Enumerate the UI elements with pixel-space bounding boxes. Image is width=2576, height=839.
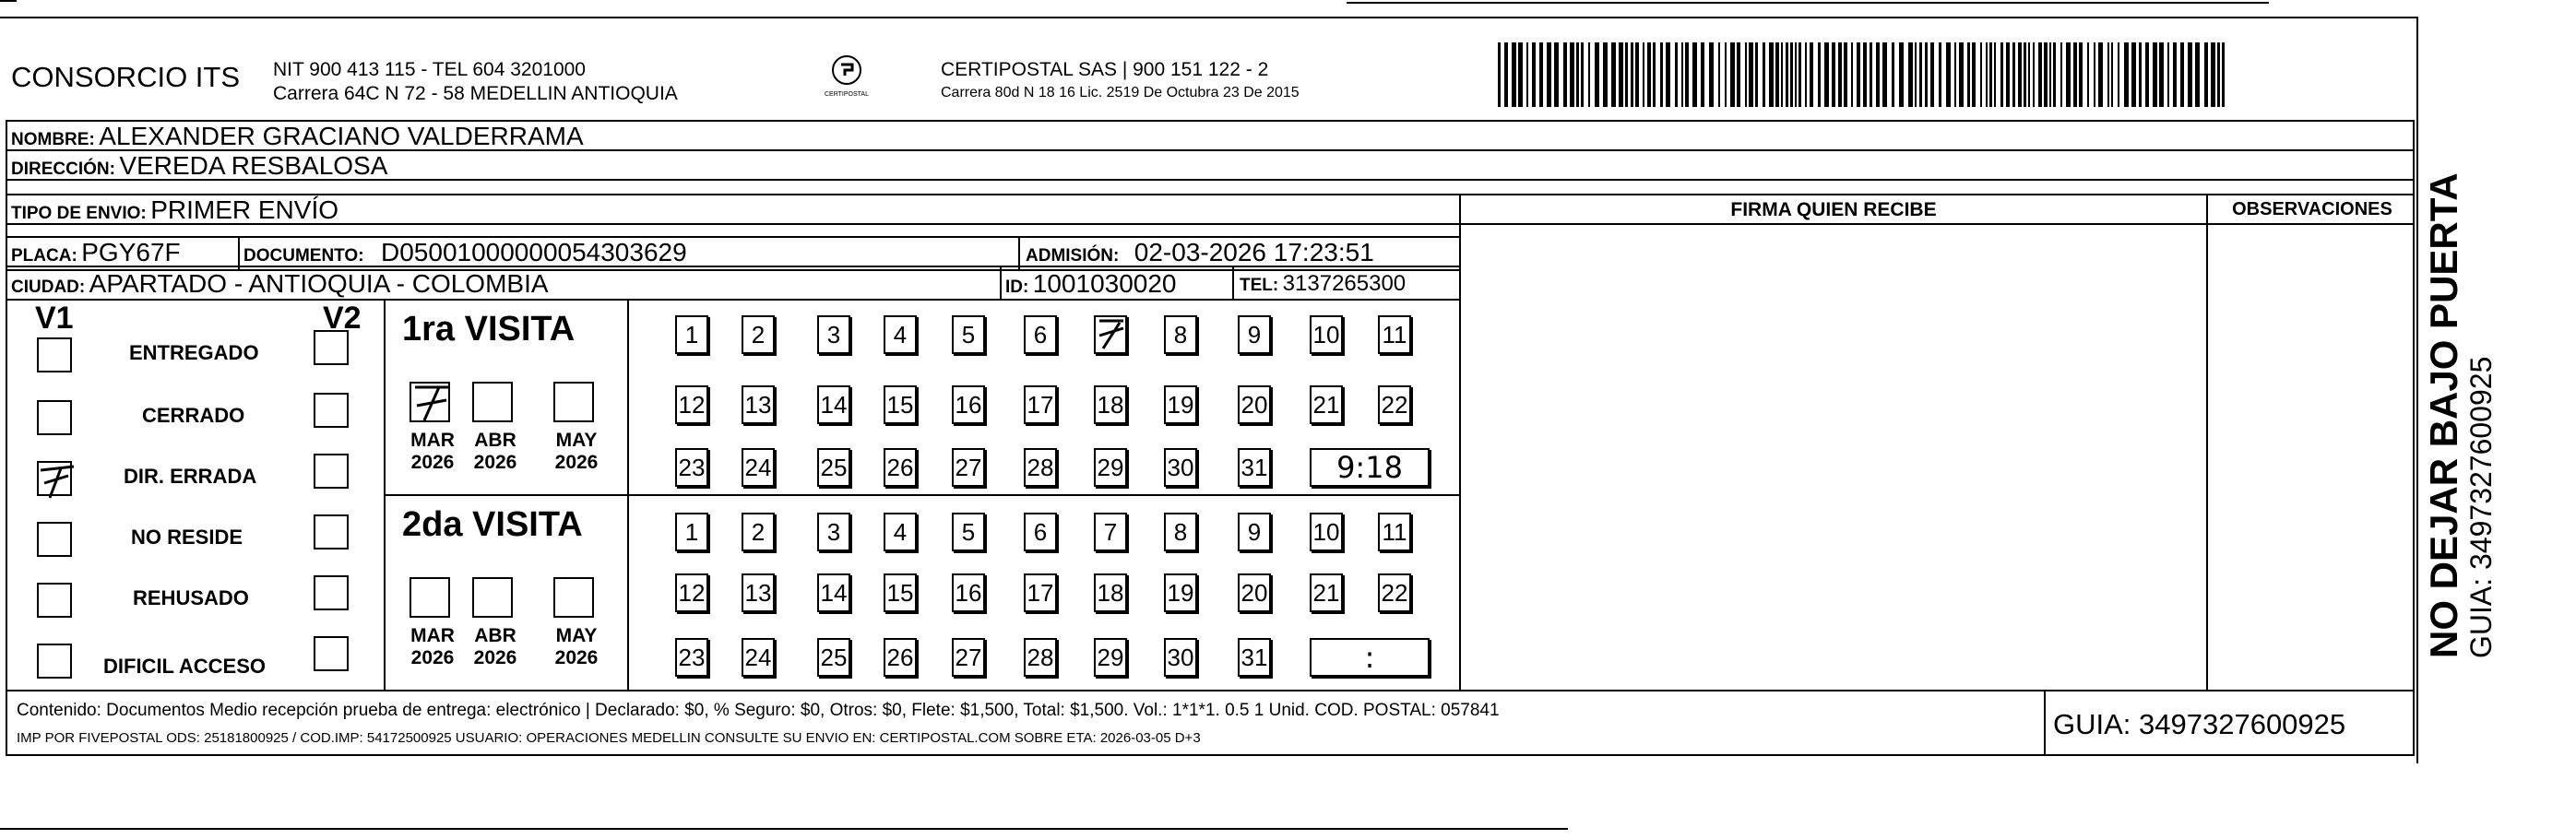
barcode-bar (1844, 42, 1847, 107)
barcode-bar (1718, 42, 1720, 107)
barcode-bar (1685, 42, 1689, 107)
second-month-label (546, 625, 607, 669)
barcode-bar (1781, 42, 1783, 107)
status-label: NO RESIDE (131, 526, 243, 549)
side-warning: NO DEJAR BAJO PUERTA (2422, 172, 2465, 658)
second-day-box: 20 (1238, 573, 1271, 612)
certipostal-address: Carrera 80d N 18 16 Lic. 2519 De Octubra 23 De 2015 (941, 85, 1300, 100)
v1-checkbox (37, 644, 72, 679)
direccion-row (11, 151, 387, 181)
barcode-bar (2111, 42, 2113, 107)
admision-label: ADMISIÓN: (1026, 246, 1120, 266)
second-day-box: 9 (1238, 513, 1271, 551)
barcode-bar (1603, 42, 1608, 107)
footer-guia: GUIA: 3497327600925 (2053, 708, 2346, 740)
barcode-bar (2173, 42, 2177, 107)
barcode-bar (1939, 42, 1941, 107)
barcode-bar (1882, 42, 1887, 107)
tipo-row (11, 195, 338, 225)
documento-label: DOCUMENTO: (243, 246, 364, 266)
second-day-box: 2 (742, 513, 775, 551)
ciudad-row (11, 269, 549, 299)
barcode-bar (1526, 42, 1528, 107)
barcode-bar (1790, 42, 1793, 107)
v2-checkbox (314, 514, 349, 549)
top-border (0, 17, 2418, 18)
barcode-bar (2167, 42, 2169, 107)
barcode-bar (1899, 42, 1904, 107)
barcode-bar (2211, 42, 2215, 107)
barcode-bar (1919, 42, 1922, 107)
barcode-bar (2222, 42, 2225, 107)
barcode-bar (1870, 42, 1872, 107)
id-divider (1000, 267, 1002, 299)
v1-checkbox (37, 400, 72, 435)
second-day-box: 11 (1378, 513, 1411, 551)
barcode-bar (2131, 42, 2136, 107)
barcode-bar (1775, 42, 1779, 107)
barcode-bar (1675, 42, 1678, 107)
tipo-value: PRIMER ENVÍO (150, 195, 339, 224)
month-year: 2026 (473, 647, 517, 668)
barcode-bar (1818, 42, 1821, 107)
second-day-box: 14 (817, 573, 850, 612)
first-day-box: 12 (675, 385, 708, 424)
first-month-box (472, 382, 513, 422)
right-border (2416, 17, 2418, 763)
status-label: ENTREGADO (129, 341, 259, 364)
first-day-box: 27 (952, 448, 985, 487)
certipostal-logo-icon (828, 53, 865, 87)
company-address: Carrera 64C N 72 - 58 MEDELLIN ANTIOQUIA (273, 83, 678, 104)
scan-edge-left (0, 0, 17, 2)
second-day-box: 28 (1024, 638, 1057, 677)
barcode-bar (1805, 42, 1807, 107)
barcode-bar (1681, 42, 1683, 107)
barcode-bar (2180, 42, 2184, 107)
barcode-bar (1635, 42, 1639, 107)
v2-header: V2 (323, 301, 362, 336)
placa-label: PLACA: (11, 246, 77, 266)
barcode-bar (1588, 42, 1590, 107)
barcode-bar (1660, 42, 1663, 107)
firma-divider (1459, 194, 1461, 691)
barcode-bar (2139, 42, 2142, 107)
barcode-bar (1994, 42, 1996, 107)
barcode-bar (1857, 42, 1860, 107)
second-visit-title: 2da VISITA (402, 505, 583, 544)
v2-checkbox (314, 454, 349, 489)
month-name: ABR (474, 430, 516, 451)
side-text (2424, 172, 2498, 658)
contenido-text: Contenido: Documentos Medio recepción prueba de entrega: electrónico | Declarado: $0, % Seguro: $0, Otros: $0, Flete: $1,500, Total: $1,500. Vol.: 1*1*1. 0.5 1 Unid. COD. POSTAL: 057841 (17, 701, 1500, 720)
first-month-label (402, 430, 463, 474)
first-day-box: 5 (952, 315, 985, 354)
first-day-box (1094, 315, 1127, 354)
barcode-bar (2000, 42, 2003, 107)
barcode-bar (1576, 42, 1579, 107)
barcode-bar (1631, 42, 1633, 107)
first-day-box: 29 (1094, 448, 1127, 487)
barcode-bar (1554, 42, 1559, 107)
v1-header: V1 (35, 301, 74, 336)
tel-row (1240, 271, 1406, 297)
second-day-box: 7 (1094, 513, 1127, 551)
barcode-bar (2188, 42, 2192, 107)
month-year: 2026 (554, 647, 599, 668)
second-day-box: 5 (952, 513, 985, 551)
admision-row (1026, 238, 1374, 267)
scan-edge-top (1347, 2, 2269, 4)
v2-checkbox (314, 330, 349, 365)
second-day-box: 19 (1164, 573, 1197, 612)
second-month-box (553, 577, 594, 618)
first-month-box (553, 382, 594, 422)
barcode-bar (1611, 42, 1616, 107)
imp-text: IMP POR FIVEPOSTAL ODS: 25181800925 / COD.IMP: 54172500925 USUARIO: OPERACIONES MEDELLIN CONSULTE SU ENVIO EN: CERTIPOSTAL.COM SOBRE ETA: 2026-03-05 D+3 (17, 730, 1201, 746)
v1-checkmark (37, 461, 79, 504)
barcode-bar (1539, 42, 1543, 107)
v1-checkbox (37, 337, 72, 372)
barcode-bar (1532, 42, 1536, 107)
first-day-box: 26 (884, 448, 917, 487)
barcode-bar (1832, 42, 1835, 107)
barcode-bar (2124, 42, 2129, 107)
barcode-bar (1824, 42, 1829, 107)
tel-value: 3137265300 (1282, 271, 1407, 296)
first-day-box: 23 (675, 448, 708, 487)
first-month-label (546, 430, 607, 474)
first-day-box: 15 (884, 385, 917, 424)
second-day-box: 8 (1164, 513, 1197, 551)
first-day-box: 3 (817, 315, 850, 354)
second-day-box: 12 (675, 573, 708, 612)
barcode-bar (1967, 42, 1970, 107)
documento-row (243, 238, 687, 267)
first-day-box: 30 (1164, 448, 1197, 487)
row-line (6, 223, 2415, 225)
barcode-bar (1763, 42, 1765, 107)
placa-row (11, 238, 181, 267)
barcode-bar (1737, 42, 1740, 107)
visit-divider (384, 494, 1461, 496)
documento-value: D05001000000054303629 (381, 238, 687, 266)
barcode-bar (1581, 42, 1584, 107)
second-day-box: 6 (1024, 513, 1057, 551)
v2-checkbox (314, 575, 349, 610)
second-day-box: 23 (675, 638, 708, 677)
direccion-value: VEREDA RESBALOSA (119, 151, 388, 180)
barcode-bar (2073, 42, 2077, 107)
first-day-box: 9 (1238, 315, 1271, 354)
footer-line (6, 690, 2415, 691)
month-year: 2026 (410, 647, 455, 668)
barcode-bar (1745, 42, 1747, 107)
scan-edge-bottom (0, 828, 1568, 830)
second-day-box: 29 (1094, 638, 1127, 677)
barcode-bar (1972, 42, 1976, 107)
barcode-bar (1769, 42, 1774, 107)
barcode-bar (1798, 42, 1801, 107)
status-label: DIR. ERRADA (124, 465, 257, 488)
placa-divider (238, 238, 240, 269)
direccion-label: DIRECCIÓN: (11, 160, 115, 179)
second-day-box: 26 (884, 638, 917, 677)
second-day-box: 25 (817, 638, 850, 677)
second-day-box: 10 (1310, 513, 1343, 551)
barcode-bar (1647, 42, 1651, 107)
barcode-bar (2033, 42, 2035, 107)
v2-checkbox (314, 393, 349, 428)
v2-checkbox (314, 636, 349, 671)
month-year: 2026 (473, 452, 517, 473)
certipostal-logo (819, 53, 874, 99)
barcode-bar (1930, 42, 1934, 107)
second-day-box: 31 (1238, 638, 1271, 677)
nombre-label: NOMBRE: (11, 130, 95, 149)
barcode-bar (1701, 42, 1704, 107)
nombre-value: ALEXANDER GRACIANO VALDERRAMA (99, 122, 584, 150)
barcode-bar (1595, 42, 1599, 107)
barcode-bar (2053, 42, 2056, 107)
month-name: ABR (474, 625, 516, 646)
barcode-bar (1786, 42, 1788, 107)
barcode-bar (1810, 42, 1813, 107)
barcode-bar (1863, 42, 1867, 107)
obs-divider (2206, 194, 2208, 691)
barcode-bar (1504, 42, 1508, 107)
observaciones-header: OBSERVACIONES (2232, 199, 2392, 219)
v1-checkbox (37, 522, 72, 557)
first-day-box: 21 (1310, 385, 1343, 424)
ciudad-value: APARTADO - ANTIOQUIA - COLOMBIA (89, 269, 549, 298)
row-line (6, 299, 1461, 301)
status-label: CERRADO (142, 404, 245, 427)
barcode-bar (1954, 42, 1956, 107)
barcode-bar (2018, 42, 2022, 107)
barcode-bar (2107, 42, 2109, 107)
barcode-bar (1980, 42, 1982, 107)
barcode-bar (1989, 42, 1992, 107)
first-day-box: 19 (1164, 385, 1197, 424)
barcode-bar (1838, 42, 1842, 107)
guia-divider (2044, 690, 2046, 756)
second-day-box: 21 (1310, 573, 1343, 612)
barcode-bar (2217, 42, 2220, 107)
barcode-bar (2145, 42, 2149, 107)
first-time-box: 9:18 (1310, 448, 1430, 487)
company-name: CONSORCIO ITS (11, 61, 241, 93)
first-day-box: 8 (1164, 315, 1197, 354)
barcode-bar (2118, 42, 2119, 107)
ciudad-label: CIUDAD: (11, 278, 86, 297)
barcode-bar (1908, 42, 1913, 107)
barcode-bar (1619, 42, 1623, 107)
first-day-box: 6 (1024, 315, 1057, 354)
barcode-bar (2079, 42, 2083, 107)
id-label: ID: (1005, 278, 1029, 297)
status-label: DIFICIL ACCESO (103, 655, 267, 678)
certipostal-line: CERTIPOSTAL SAS | 900 151 122 - 2 (941, 59, 1269, 80)
first-day-box: 17 (1024, 385, 1057, 424)
barcode-bar (2060, 42, 2062, 107)
placa-value: PGY67F (81, 238, 181, 266)
barcode-bar (1666, 42, 1670, 107)
tel-label: TEL: (1240, 276, 1279, 295)
first-day-box: 28 (1024, 448, 1057, 487)
status-label: REHUSADO (133, 586, 249, 609)
nombre-row (11, 122, 584, 151)
second-day-box: 16 (952, 573, 985, 612)
second-day-box: 18 (1094, 573, 1127, 612)
barcode-bar (2028, 42, 2030, 107)
first-visit-month-mark (410, 380, 454, 429)
id-value: 1001030020 (1032, 269, 1177, 298)
first-day-box: 31 (1238, 448, 1271, 487)
barcode-bar (2012, 42, 2015, 107)
admision-divider (1018, 238, 1020, 269)
second-month-label (465, 625, 526, 669)
second-day-box: 30 (1164, 638, 1197, 677)
barcode-bar (1653, 42, 1656, 107)
first-day-box: 16 (952, 385, 985, 424)
barcode-bar (2049, 42, 2051, 107)
barcode-bar (1709, 42, 1714, 107)
barcode-bar (2195, 42, 2200, 107)
side-guia: GUIA: 3497327600925 (2464, 356, 2498, 658)
barcode-bar (1692, 42, 1697, 107)
barcode-bar (2153, 42, 2157, 107)
first-day-box: 13 (742, 385, 775, 424)
barcode-bar (1643, 42, 1644, 107)
barcode-bar (2006, 42, 2010, 107)
barcode-bar (1749, 42, 1753, 107)
barcode-bar (2038, 42, 2042, 107)
barcode-bar (1925, 42, 1928, 107)
first-day-box: 25 (817, 448, 850, 487)
barcode-bar (2087, 42, 2089, 107)
row-line (6, 194, 2415, 195)
month-name: MAR (410, 430, 455, 451)
admision-value: 02-03-2026 17:23:51 (1134, 238, 1374, 266)
month-year: 2026 (410, 452, 455, 473)
barcode-bar (2204, 42, 2208, 107)
first-day-box: 18 (1094, 385, 1127, 424)
barcode-bar (1563, 42, 1567, 107)
barcode-bar (1625, 42, 1628, 107)
barcode-bar (1986, 42, 1988, 107)
month-name: MAY (555, 625, 598, 646)
barcode-bar (1755, 42, 1758, 107)
barcode-bar (2094, 42, 2095, 107)
logo-text: CERTIPOSTAL (825, 91, 869, 98)
second-month-box (472, 577, 513, 618)
month-year: 2026 (554, 452, 599, 473)
second-day-box: 17 (1024, 573, 1057, 612)
barcode-bar (1795, 42, 1797, 107)
v1-checkbox (37, 583, 72, 618)
second-time-box: : (1310, 638, 1430, 677)
barcode-bar (2044, 42, 2048, 107)
second-day-box: 13 (742, 573, 775, 612)
first-day-box: 2 (742, 315, 775, 354)
tipo-label: TIPO DE ENVIO: (11, 204, 147, 223)
barcode-bar (1725, 42, 1727, 107)
first-day-box: 24 (742, 448, 775, 487)
first-month-label (465, 430, 526, 474)
tel-divider (1232, 267, 1234, 299)
barcode-bar (1518, 42, 1523, 107)
barcode (1498, 42, 2236, 109)
barcode-bar (1876, 42, 1880, 107)
barcode-bar (1915, 42, 1917, 107)
second-day-box: 15 (884, 573, 917, 612)
first-day-box: 1 (675, 315, 708, 354)
first-visit-title: 1ra VISITA (402, 310, 576, 349)
barcode-bar (1570, 42, 1574, 107)
first-day-box: 20 (1238, 385, 1271, 424)
second-day-box: 24 (742, 638, 775, 677)
barcode-bar (2066, 42, 2071, 107)
barcode-bar (1498, 42, 1501, 107)
id-row (1005, 269, 1177, 299)
firma-header: FIRMA QUIEN RECIBE (1730, 199, 1937, 220)
barcode-bar (2098, 42, 2103, 107)
second-month-box (410, 577, 450, 618)
barcode-bar (1547, 42, 1551, 107)
barcode-bar (1851, 42, 1853, 107)
second-day-box: 3 (817, 513, 850, 551)
month-name: MAR (410, 625, 455, 646)
company-nit: NIT 900 413 115 - TEL 604 3201000 (273, 59, 586, 80)
barcode-bar (1892, 42, 1894, 107)
first-day-box: 11 (1378, 315, 1411, 354)
second-day-box: 27 (952, 638, 985, 677)
barcode-bar (1730, 42, 1735, 107)
barcode-bar (1959, 42, 1964, 107)
first-day-box: 14 (817, 385, 850, 424)
second-day-box: 1 (675, 513, 708, 551)
month-name: MAY (555, 430, 598, 451)
first-day-box: 4 (884, 315, 917, 354)
barcode-bar (1512, 42, 1516, 107)
first-day-box: 10 (1310, 315, 1343, 354)
second-month-label (402, 625, 463, 669)
barcode-bar (2159, 42, 2164, 107)
second-day-box: 22 (1378, 573, 1411, 612)
barcode-bar (1946, 42, 1951, 107)
second-day-box: 4 (884, 513, 917, 551)
first-day-box: 22 (1378, 385, 1411, 424)
barcode-bar (2024, 42, 2026, 107)
